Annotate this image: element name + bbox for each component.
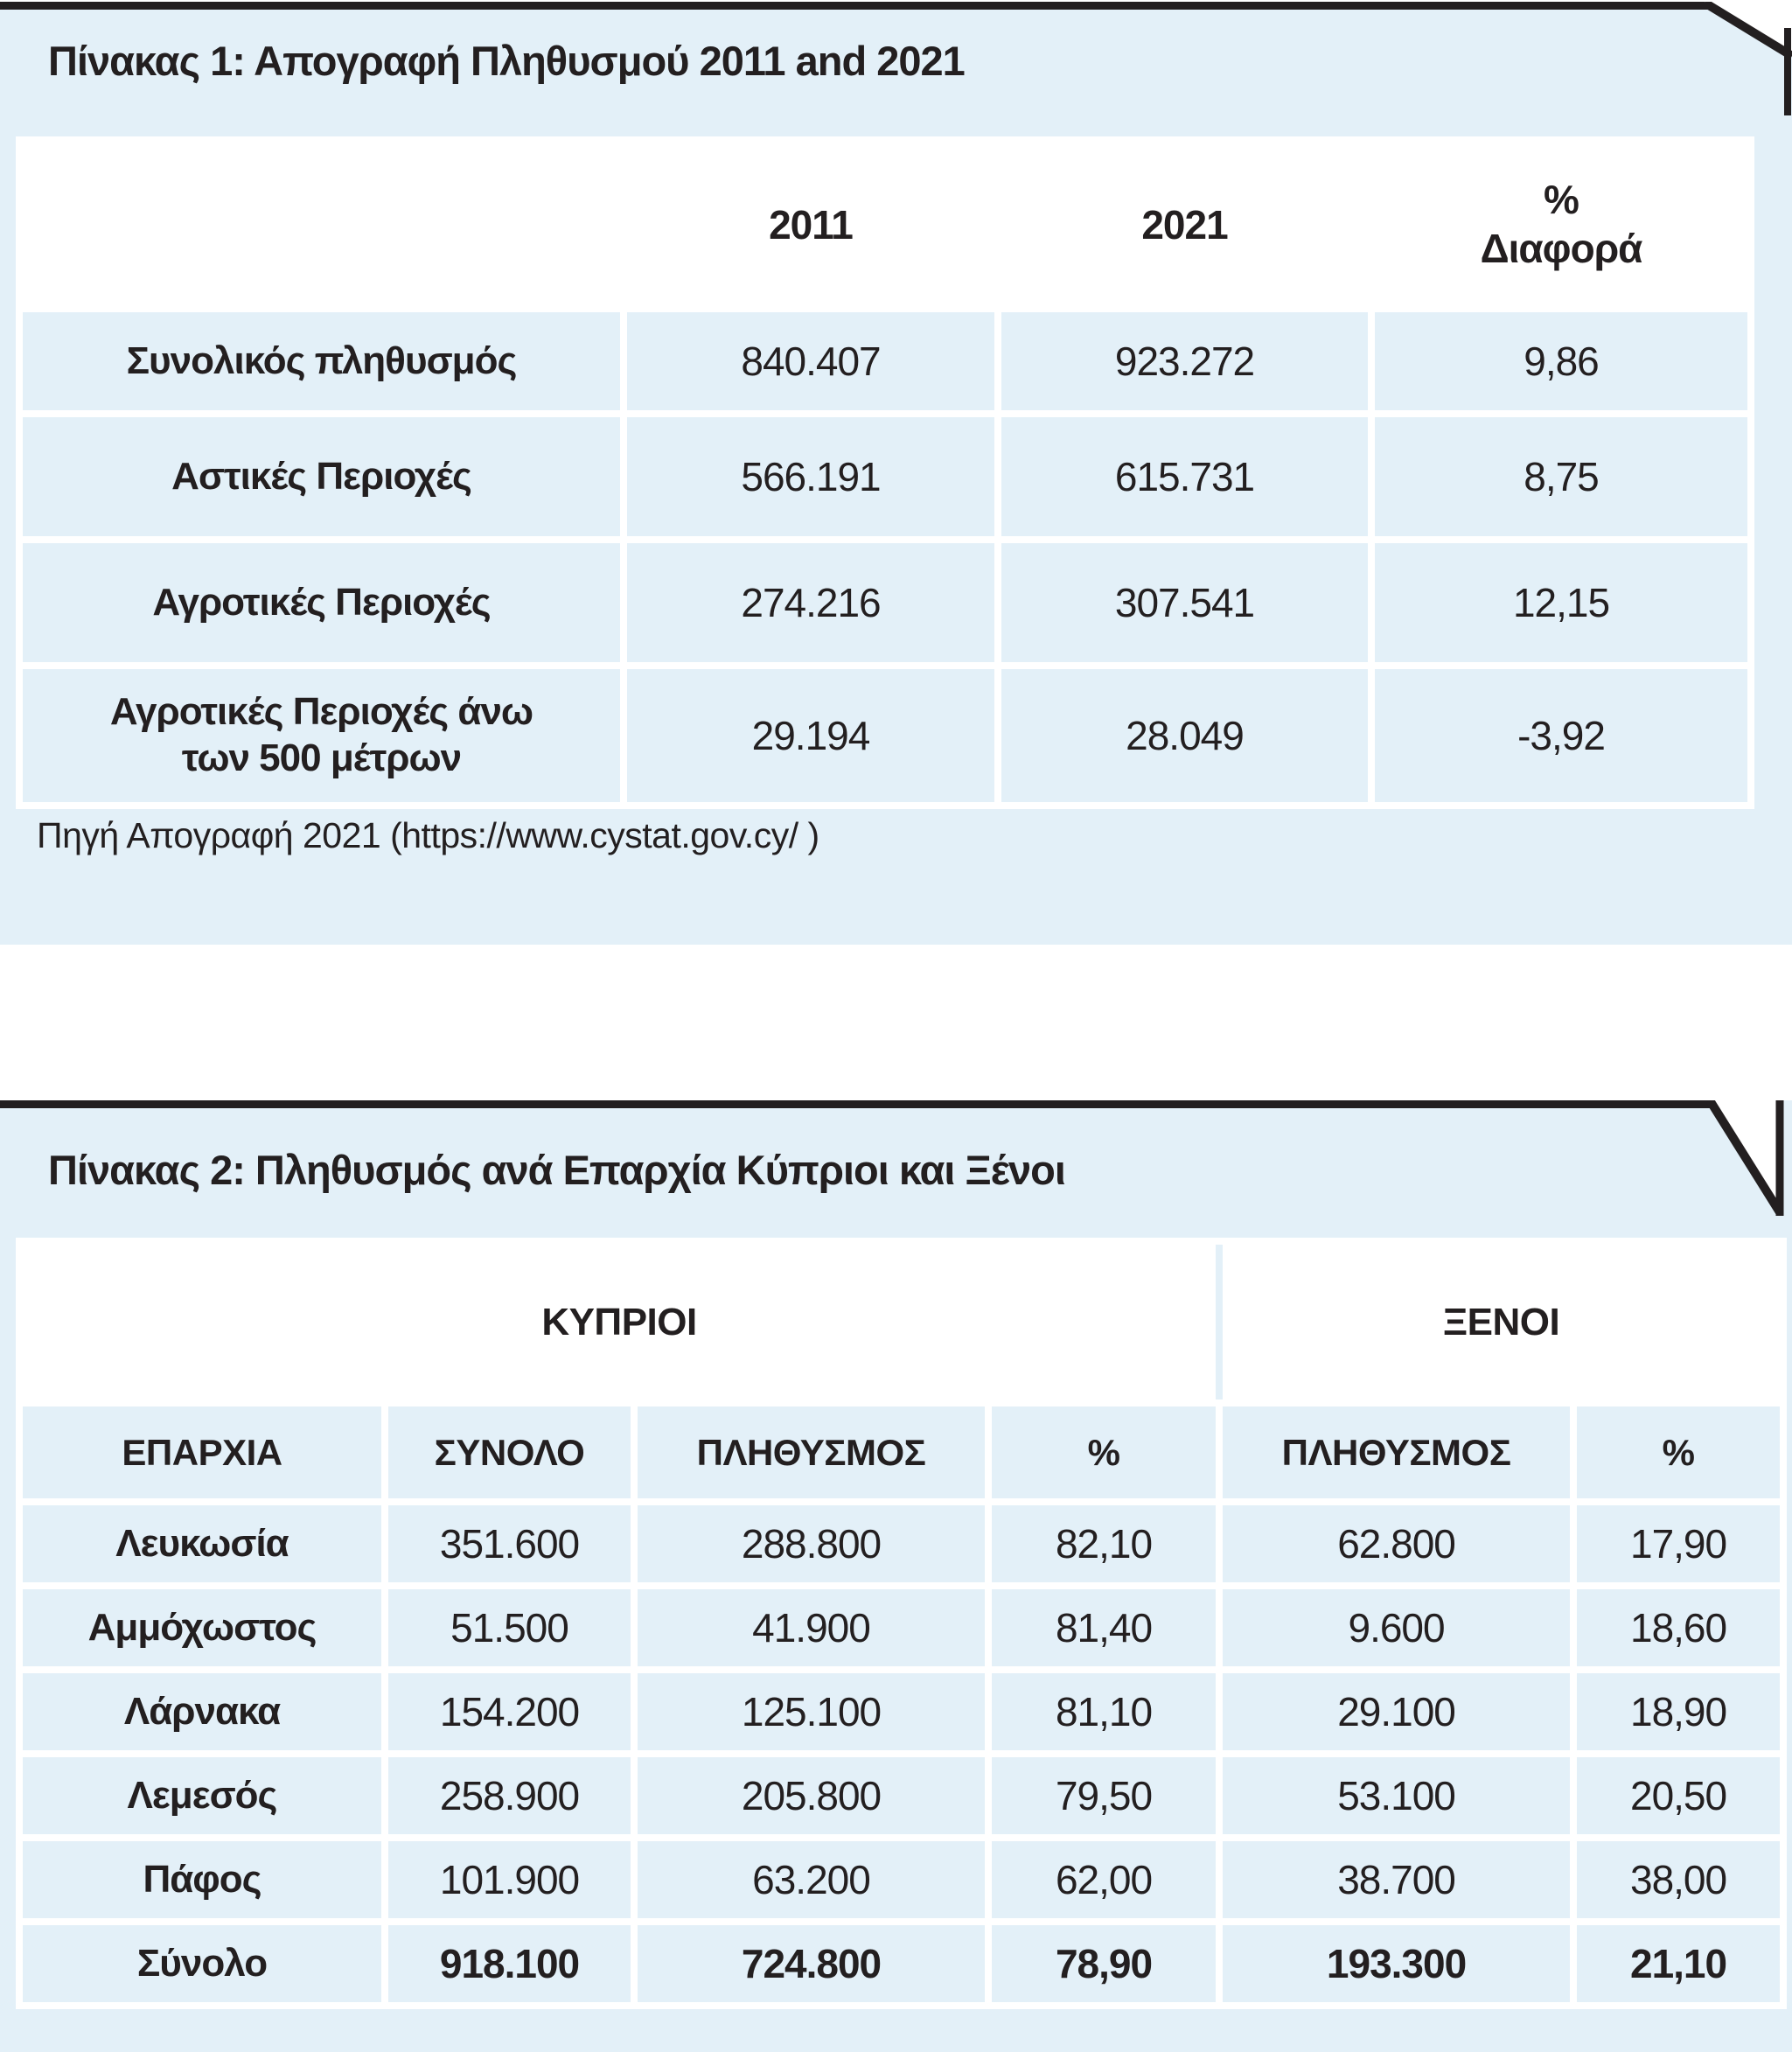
f-population-value: 9.600 bbox=[1223, 1589, 1570, 1666]
table-row bbox=[23, 417, 1747, 536]
value-2011: 274.216 bbox=[627, 543, 994, 662]
value-2011: 840.407 bbox=[627, 312, 994, 410]
cy-pct-value: 79,50 bbox=[992, 1757, 1216, 1834]
value-2011: 566.191 bbox=[627, 417, 994, 536]
value-diff: 12,15 bbox=[1375, 543, 1747, 662]
col-header-f-pct: % bbox=[1577, 1406, 1780, 1498]
census-panel-1 bbox=[0, 2, 1792, 945]
cy-population-value: 63.200 bbox=[638, 1841, 985, 1918]
table1-header-row bbox=[23, 143, 1747, 305]
f-population-value: 193.300 bbox=[1223, 1925, 1570, 2002]
col-header-district: ΕΠΑΡΧΙΑ bbox=[23, 1406, 381, 1498]
table1-header-diff-pct: % bbox=[1544, 177, 1579, 223]
table1-source: Πηγή Απογραφή 2021 (https://www.cystat.gov.cy/ ) bbox=[37, 815, 819, 855]
total-value: 101.900 bbox=[388, 1841, 631, 1918]
table1-header-diff bbox=[1375, 143, 1747, 305]
district-name: Πάφος bbox=[23, 1841, 381, 1918]
f-population-value: 38.700 bbox=[1223, 1841, 1570, 1918]
table-row bbox=[23, 1589, 1780, 1666]
total-value: 918.100 bbox=[388, 1925, 631, 2002]
table-row bbox=[23, 1505, 1780, 1582]
district-name: Λευκωσία bbox=[23, 1505, 381, 1582]
district-name: Λάρνακα bbox=[23, 1673, 381, 1750]
table1-header-2021: 2021 bbox=[1001, 143, 1368, 305]
table1-header-2011: 2011 bbox=[627, 143, 994, 305]
table2-column-header-row bbox=[23, 1406, 1780, 1498]
f-pct-value: 21,10 bbox=[1577, 1925, 1780, 2002]
panel2-top-border bbox=[0, 1100, 1710, 1108]
group-header-foreigners: ΞΕΝΟΙ bbox=[1223, 1245, 1780, 1399]
table2-group-header-row bbox=[23, 1245, 1780, 1399]
table1-header-empty bbox=[23, 143, 620, 305]
folded-corner-icon bbox=[1701, 1100, 1789, 1223]
district-name: Σύνολο bbox=[23, 1925, 381, 2002]
cy-pct-value: 81,10 bbox=[992, 1673, 1216, 1750]
row-label: Αγροτικές Περιοχές άνω των 500 μέτρων bbox=[23, 669, 620, 802]
table1-header-diff-label: Διαφορά bbox=[1480, 225, 1642, 271]
table2-title: Πίνακας 2: Πληθυσμός ανά Επαρχία Κύπριοι και Ξένοι bbox=[48, 1147, 1065, 1193]
table-row bbox=[23, 1673, 1780, 1750]
group-header-cypriots: ΚΥΠΡΙΟΙ bbox=[23, 1245, 1216, 1399]
table-row bbox=[23, 1841, 1780, 1918]
table-total-row bbox=[23, 1925, 1780, 2002]
cy-pct-value: 62,00 bbox=[992, 1841, 1216, 1918]
cy-pct-value: 81,40 bbox=[992, 1589, 1216, 1666]
table1-title: Πίνακας 1: Απογραφή Πληθυσμού 2011 and 2021 bbox=[48, 38, 965, 84]
cy-population-value: 125.100 bbox=[638, 1673, 985, 1750]
value-diff: -3,92 bbox=[1375, 669, 1747, 802]
value-2021: 923.272 bbox=[1001, 312, 1368, 410]
table2 bbox=[16, 1238, 1787, 2009]
cy-population-value: 205.800 bbox=[638, 1757, 985, 1834]
f-pct-value: 20,50 bbox=[1577, 1757, 1780, 1834]
table-row bbox=[23, 669, 1747, 802]
panel1-top-border bbox=[0, 2, 1708, 10]
total-value: 154.200 bbox=[388, 1673, 631, 1750]
row-label: Αστικές Περιοχές bbox=[23, 417, 620, 536]
f-pct-value: 38,00 bbox=[1577, 1841, 1780, 1918]
col-header-cy-pct: % bbox=[992, 1406, 1216, 1498]
value-diff: 8,75 bbox=[1375, 417, 1747, 536]
value-2021: 28.049 bbox=[1001, 669, 1368, 802]
col-header-cy-population: ΠΛΗΘΥΣΜΟΣ bbox=[638, 1406, 985, 1498]
value-2021: 615.731 bbox=[1001, 417, 1368, 536]
col-header-total: ΣΥΝΟΛΟ bbox=[388, 1406, 631, 1498]
table-row bbox=[23, 543, 1747, 662]
total-value: 258.900 bbox=[388, 1757, 631, 1834]
group-header-divider bbox=[1216, 1245, 1223, 1399]
col-header-f-population: ΠΛΗΘΥΣΜΟΣ bbox=[1223, 1406, 1570, 1498]
cy-population-value: 288.800 bbox=[638, 1505, 985, 1582]
cy-pct-value: 82,10 bbox=[992, 1505, 1216, 1582]
table-row bbox=[23, 312, 1747, 410]
cy-pct-value: 78,90 bbox=[992, 1925, 1216, 2002]
district-name: Λεμεσός bbox=[23, 1757, 381, 1834]
total-value: 51.500 bbox=[388, 1589, 631, 1666]
f-pct-value: 17,90 bbox=[1577, 1505, 1780, 1582]
row-label: Συνολικός πληθυσμός bbox=[23, 312, 620, 410]
folded-corner-icon bbox=[1705, 2, 1792, 120]
cy-population-value: 41.900 bbox=[638, 1589, 985, 1666]
f-population-value: 29.100 bbox=[1223, 1673, 1570, 1750]
value-2021: 307.541 bbox=[1001, 543, 1368, 662]
f-pct-value: 18,60 bbox=[1577, 1589, 1780, 1666]
cy-population-value: 724.800 bbox=[638, 1925, 985, 2002]
value-diff: 9,86 bbox=[1375, 312, 1747, 410]
table1 bbox=[16, 136, 1754, 809]
table-row bbox=[23, 1757, 1780, 1834]
census-panel-2 bbox=[0, 1100, 1792, 2052]
f-pct-value: 18,90 bbox=[1577, 1673, 1780, 1750]
district-name: Αμμόχωστος bbox=[23, 1589, 381, 1666]
f-population-value: 62.800 bbox=[1223, 1505, 1570, 1582]
f-population-value: 53.100 bbox=[1223, 1757, 1570, 1834]
total-value: 351.600 bbox=[388, 1505, 631, 1582]
row-label: Αγροτικές Περιοχές bbox=[23, 543, 620, 662]
value-2011: 29.194 bbox=[627, 669, 994, 802]
